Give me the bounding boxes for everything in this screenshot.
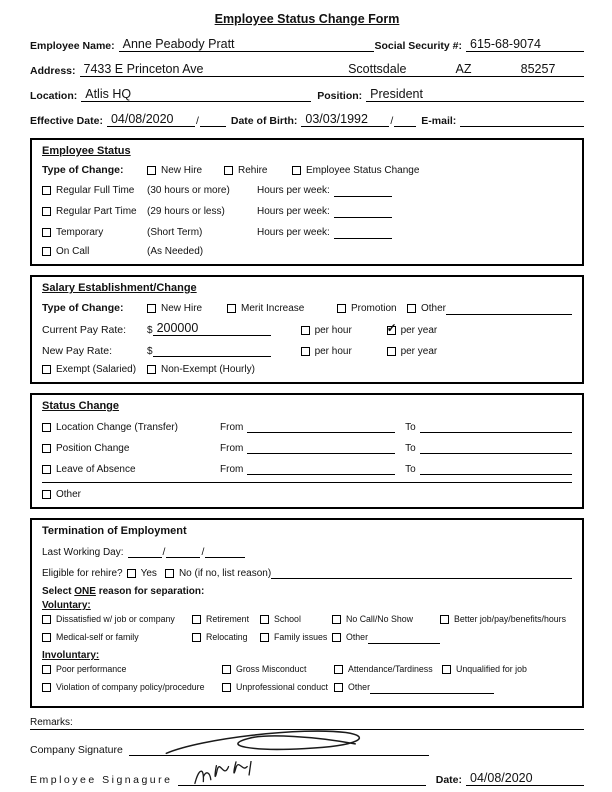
other-fill-line[interactable] — [42, 482, 572, 483]
salary-heading: Salary Establishment/Change — [42, 282, 197, 294]
employee-signature-label: Employee Signagure — [30, 774, 173, 786]
dob-blank[interactable] — [394, 113, 416, 127]
option-label: Location Change (Transfer) — [56, 422, 178, 433]
option-label: Leave of Absence — [56, 464, 136, 475]
salary-other-field[interactable] — [446, 301, 572, 315]
checkbox-retirement[interactable] — [192, 615, 201, 624]
checkbox-new-hire[interactable] — [147, 166, 156, 175]
hours-per-week-label: Hours per week: — [257, 184, 330, 196]
option-rehire — [224, 165, 292, 176]
effective-date-label: Effective Date: — [30, 115, 103, 127]
state-value: AZ — [455, 62, 472, 76]
type-of-change-label: Type of Change: — [42, 164, 124, 176]
from-field[interactable] — [247, 419, 395, 433]
header-row-address — [30, 63, 584, 77]
date-slash: / — [390, 115, 394, 127]
location-value: Atlis HQ — [85, 87, 132, 101]
option-label: Position Change — [56, 443, 130, 454]
status-row-part-time — [42, 204, 572, 218]
checkbox-salary-other[interactable] — [407, 304, 416, 313]
option-label: New Hire — [161, 302, 203, 314]
position-label: Position: — [317, 90, 363, 102]
employee-name-value: Anne Peabody Pratt — [122, 37, 235, 51]
voluntary-other-field[interactable] — [368, 630, 440, 644]
option-label: Other — [421, 302, 447, 314]
involuntary-heading: Involuntary: — [42, 650, 100, 661]
company-signature-label: Company Signature — [30, 744, 123, 756]
option-rehire-no — [165, 568, 271, 579]
option-rehire-yes — [127, 568, 157, 579]
checkbox-temporary[interactable] — [42, 228, 51, 237]
option-promotion — [337, 303, 407, 314]
option-label: Other — [348, 682, 371, 692]
option-label: On Call — [56, 246, 90, 257]
position-value: President — [370, 87, 423, 101]
option-on-call — [42, 246, 147, 257]
to-group — [405, 461, 572, 475]
checkbox-current-per-year[interactable] — [386, 321, 397, 335]
checkbox-gross-misconduct[interactable] — [222, 665, 231, 674]
option-leave-of-absence — [42, 464, 220, 475]
option-position-change — [42, 443, 220, 454]
option-status-other — [42, 489, 81, 500]
checkbox-poor-performance[interactable] — [42, 665, 51, 674]
ssn-field[interactable] — [466, 38, 584, 52]
employee-name-label: Employee Name: — [30, 40, 115, 52]
option-current-per-hour — [301, 325, 377, 336]
status-row-on-call — [42, 246, 572, 257]
section-salary — [30, 275, 584, 384]
option-exempt — [42, 364, 147, 375]
checkbox-policy-violation[interactable] — [42, 683, 51, 692]
from-group — [220, 461, 395, 475]
option-dissatisfied — [42, 614, 192, 624]
from-group — [220, 419, 395, 433]
option-label: per year — [400, 325, 438, 336]
hours-per-week-label: Hours per week: — [257, 226, 330, 238]
option-desc: (30 hours or more) — [147, 184, 230, 196]
option-label: Merit Increase — [241, 302, 305, 314]
company-signature-field[interactable] — [129, 742, 429, 756]
header-row-dates — [30, 113, 584, 127]
new-pay-row — [42, 343, 572, 357]
option-retirement — [192, 614, 260, 624]
checkbox-status-other[interactable] — [42, 490, 51, 499]
option-label: School — [274, 614, 301, 624]
date-label: Date: — [435, 774, 462, 786]
header-row-name — [30, 38, 584, 52]
last-working-day-label: Last Working Day: — [42, 547, 124, 558]
current-pay-row — [42, 322, 572, 336]
lwd-day-field[interactable] — [166, 544, 200, 558]
checkbox-merit-increase[interactable] — [227, 304, 236, 313]
hours-per-week-field[interactable] — [334, 204, 392, 218]
remarks-fill-line[interactable] — [30, 729, 584, 730]
option-label: per year — [400, 346, 438, 357]
date-value: 04/08/2020 — [470, 771, 533, 785]
employee-signature-row — [30, 772, 584, 786]
checkbox-new-per-year[interactable] — [387, 347, 396, 356]
zip-value: 85257 — [520, 62, 556, 76]
checkbox-new-per-hour[interactable] — [301, 347, 310, 356]
effective-date-field[interactable] — [107, 113, 195, 127]
effective-date-blank[interactable] — [200, 113, 226, 127]
last-working-day-row — [42, 544, 572, 558]
option-label: Gross Misconduct — [236, 664, 307, 674]
to-field[interactable] — [420, 419, 572, 433]
leave-of-absence-row — [42, 461, 572, 475]
checkbox-rehire-yes[interactable] — [127, 569, 136, 578]
option-new-per-year — [387, 346, 438, 357]
option-label: Relocating — [206, 632, 248, 642]
from-label: From — [220, 443, 244, 454]
option-label: Yes — [140, 568, 157, 579]
checkbox-non-exempt[interactable] — [147, 365, 156, 374]
option-new-per-hour — [301, 346, 377, 357]
date-slash: / — [195, 115, 199, 127]
from-field[interactable] — [247, 440, 395, 454]
header-row-location — [30, 88, 584, 102]
dollar-sign: $ — [147, 325, 153, 336]
involuntary-row-2 — [42, 680, 572, 694]
option-desc: (As Needed) — [147, 246, 204, 257]
section-status-change — [30, 393, 584, 509]
option-salary-other — [407, 301, 572, 315]
ssn-value: 615-68-9074 — [470, 37, 541, 51]
option-label: Attendance/Tardiness — [348, 664, 433, 674]
option-unqualified — [442, 664, 527, 674]
checkbox-position-change[interactable] — [42, 444, 51, 453]
option-label: Temporary — [56, 226, 104, 238]
voluntary-heading: Voluntary: — [42, 600, 91, 611]
effective-date-value: 04/08/2020 — [110, 112, 174, 126]
option-label: Regular Part Time — [56, 205, 137, 217]
option-label: Better job/pay/benefits/hours — [454, 614, 566, 624]
new-pay-field[interactable] — [153, 343, 271, 357]
checkbox-voluntary-other[interactable] — [332, 633, 341, 642]
address-label: Address: — [30, 65, 76, 77]
from-group — [220, 440, 395, 454]
checkmark-icon: ✓ — [386, 321, 397, 335]
exempt-row — [42, 364, 572, 375]
company-signature-row — [30, 742, 584, 756]
city-state-zip-field[interactable] — [320, 63, 584, 77]
checkbox-unprofessional[interactable] — [222, 683, 231, 692]
option-employee-status-change — [292, 165, 419, 176]
option-label: Poor performance — [56, 664, 127, 674]
checkbox-involuntary-other[interactable] — [334, 683, 343, 692]
voluntary-row-1 — [42, 614, 572, 624]
option-label: Other — [56, 489, 82, 500]
termination-heading: Termination of Employment — [42, 525, 187, 537]
lwd-year-field[interactable] — [205, 544, 245, 558]
checkbox-family-issues[interactable] — [260, 633, 269, 642]
to-field[interactable] — [420, 440, 572, 454]
option-desc: (Short Term) — [147, 226, 203, 238]
to-label: To — [405, 443, 416, 454]
checkbox-exempt[interactable] — [42, 365, 51, 374]
salary-type-label: Type of Change: — [42, 302, 124, 314]
option-label: per hour — [314, 325, 352, 336]
option-location-change — [42, 422, 220, 433]
other-row — [42, 489, 572, 500]
option-poor-performance — [42, 664, 222, 674]
location-change-row — [42, 419, 572, 433]
eligible-rehire-label: Eligible for rehire? — [42, 568, 123, 579]
option-relocating — [192, 632, 260, 642]
select-one-word: ONE — [74, 586, 96, 597]
option-current-per-year — [386, 321, 438, 336]
option-school — [260, 614, 332, 624]
eligible-rehire-row — [42, 565, 572, 579]
option-label: Other — [346, 632, 369, 642]
checkbox-employee-status-change[interactable] — [292, 166, 301, 175]
current-pay-value: 200000 — [156, 321, 199, 335]
option-label: per hour — [314, 346, 352, 357]
option-label: Regular Full Time — [56, 184, 135, 196]
option-label: Unqualified for job — [456, 664, 527, 674]
option-label: Dissatisfied w/ job or company — [56, 614, 175, 624]
to-group — [405, 440, 572, 454]
type-of-change-row — [42, 164, 572, 176]
option-label: New Hire — [161, 164, 203, 176]
checkbox-regular-part-time[interactable] — [42, 207, 51, 216]
option-regular-full-time — [42, 185, 147, 196]
hours-per-week-label: Hours per week: — [257, 205, 330, 217]
option-family-issues — [260, 632, 332, 642]
dollar-sign: $ — [147, 346, 153, 357]
from-field[interactable] — [247, 461, 395, 475]
option-temporary — [42, 227, 147, 238]
salary-type-row — [42, 301, 572, 315]
address-field[interactable] — [80, 63, 320, 77]
date-slash: / — [201, 546, 205, 558]
option-better-job — [440, 614, 566, 624]
checkbox-dissatisfied[interactable] — [42, 615, 51, 624]
dob-field[interactable] — [301, 113, 389, 127]
option-gross-misconduct — [222, 664, 334, 674]
option-voluntary-other — [332, 630, 440, 644]
option-new-hire — [147, 165, 224, 176]
address-value: 7433 E Princeton Ave — [83, 62, 204, 76]
current-pay-field[interactable] — [153, 322, 271, 336]
select-suffix: reason for separation: — [95, 586, 205, 597]
option-medical — [42, 632, 192, 642]
employee-signature-line — [178, 772, 425, 786]
voluntary-row-2 — [42, 630, 572, 644]
position-field[interactable] — [366, 88, 584, 102]
rehire-reason-field[interactable] — [271, 565, 572, 579]
checkbox-leave-of-absence[interactable] — [42, 465, 51, 474]
section-employee-status — [30, 138, 584, 266]
option-label: Retirement — [206, 614, 250, 624]
option-involuntary-other — [334, 680, 494, 694]
involuntary-row-1 — [42, 664, 572, 674]
city-value: Scottsdale — [348, 62, 407, 76]
from-label: From — [220, 464, 244, 475]
option-non-exempt — [147, 364, 255, 375]
date-field[interactable] — [466, 772, 584, 786]
status-row-full-time — [42, 183, 572, 197]
location-label: Location: — [30, 90, 78, 102]
status-row-temporary — [42, 225, 572, 239]
dob-value: 03/03/1992 — [305, 112, 368, 126]
hours-per-week-field[interactable] — [334, 225, 392, 239]
page-title: Employee Status Change Form — [214, 12, 400, 26]
checkbox-location-change[interactable] — [42, 423, 51, 432]
checkbox-salary-new-hire[interactable] — [147, 304, 156, 313]
option-unprofessional — [222, 682, 334, 692]
employee-signature-field[interactable] — [178, 772, 425, 786]
checkbox-better-job[interactable] — [440, 615, 449, 624]
ssn-label: Social Security #: — [374, 40, 462, 52]
email-label: E-mail: — [421, 115, 457, 127]
to-label: To — [405, 464, 416, 475]
checkbox-on-call[interactable] — [42, 247, 51, 256]
option-regular-part-time — [42, 206, 147, 217]
new-pay-label: New Pay Rate: — [42, 345, 113, 357]
option-label: Employee Status Change — [306, 164, 420, 176]
checkbox-medical[interactable] — [42, 633, 51, 642]
checkbox-relocating[interactable] — [192, 633, 201, 642]
option-salary-new-hire — [147, 303, 227, 314]
checkbox-current-per-hour[interactable] — [301, 326, 310, 335]
option-label: No (if no, list reason) — [178, 568, 272, 579]
position-change-row — [42, 440, 572, 454]
checkbox-attendance[interactable] — [334, 665, 343, 674]
option-attendance — [334, 664, 442, 674]
company-signature-line — [129, 742, 429, 756]
from-label: From — [220, 422, 244, 433]
to-group — [405, 419, 572, 433]
checkbox-unqualified[interactable] — [442, 665, 451, 674]
option-label: Medical-self or family — [56, 632, 139, 642]
current-pay-label: Current Pay Rate: — [42, 324, 127, 336]
option-label: No Call/No Show — [346, 614, 413, 624]
checkbox-rehire[interactable] — [224, 166, 233, 175]
checkbox-promotion[interactable] — [337, 304, 346, 313]
checkbox-no-call-no-show[interactable] — [332, 615, 341, 624]
employee-status-heading: Employee Status — [42, 145, 131, 157]
dob-label: Date of Birth: — [230, 115, 298, 127]
remarks-label: Remarks: — [30, 717, 73, 728]
section-termination — [30, 518, 584, 708]
option-label: Unprofessional conduct — [236, 682, 328, 692]
lwd-month-field[interactable] — [128, 544, 162, 558]
checkbox-school[interactable] — [260, 615, 269, 624]
select-prefix: Select — [42, 586, 75, 597]
select-one-reason-label — [42, 586, 572, 597]
email-field[interactable] — [460, 113, 584, 127]
employee-name-field[interactable] — [119, 38, 375, 52]
date-slash: / — [162, 546, 166, 558]
option-label: Rehire — [238, 164, 268, 176]
checkbox-regular-full-time[interactable] — [42, 186, 51, 195]
option-label: Family issues — [274, 632, 328, 642]
hours-per-week-field[interactable] — [334, 183, 392, 197]
option-no-call-no-show — [332, 614, 440, 624]
to-label: To — [405, 422, 416, 433]
option-label: Violation of company policy/procedure — [56, 682, 205, 692]
option-merit-increase — [227, 303, 337, 314]
checkbox-rehire-no[interactable] — [165, 569, 174, 578]
option-label: Non-Exempt (Hourly) — [161, 364, 255, 375]
option-label: Exempt (Salaried) — [56, 364, 137, 375]
option-policy-violation — [42, 682, 222, 692]
location-field[interactable] — [81, 88, 311, 102]
to-field[interactable] — [420, 461, 572, 475]
option-desc: (29 hours or less) — [147, 205, 225, 217]
involuntary-other-field[interactable] — [370, 680, 494, 694]
status-change-heading: Status Change — [42, 400, 120, 412]
option-label: Promotion — [351, 302, 397, 314]
